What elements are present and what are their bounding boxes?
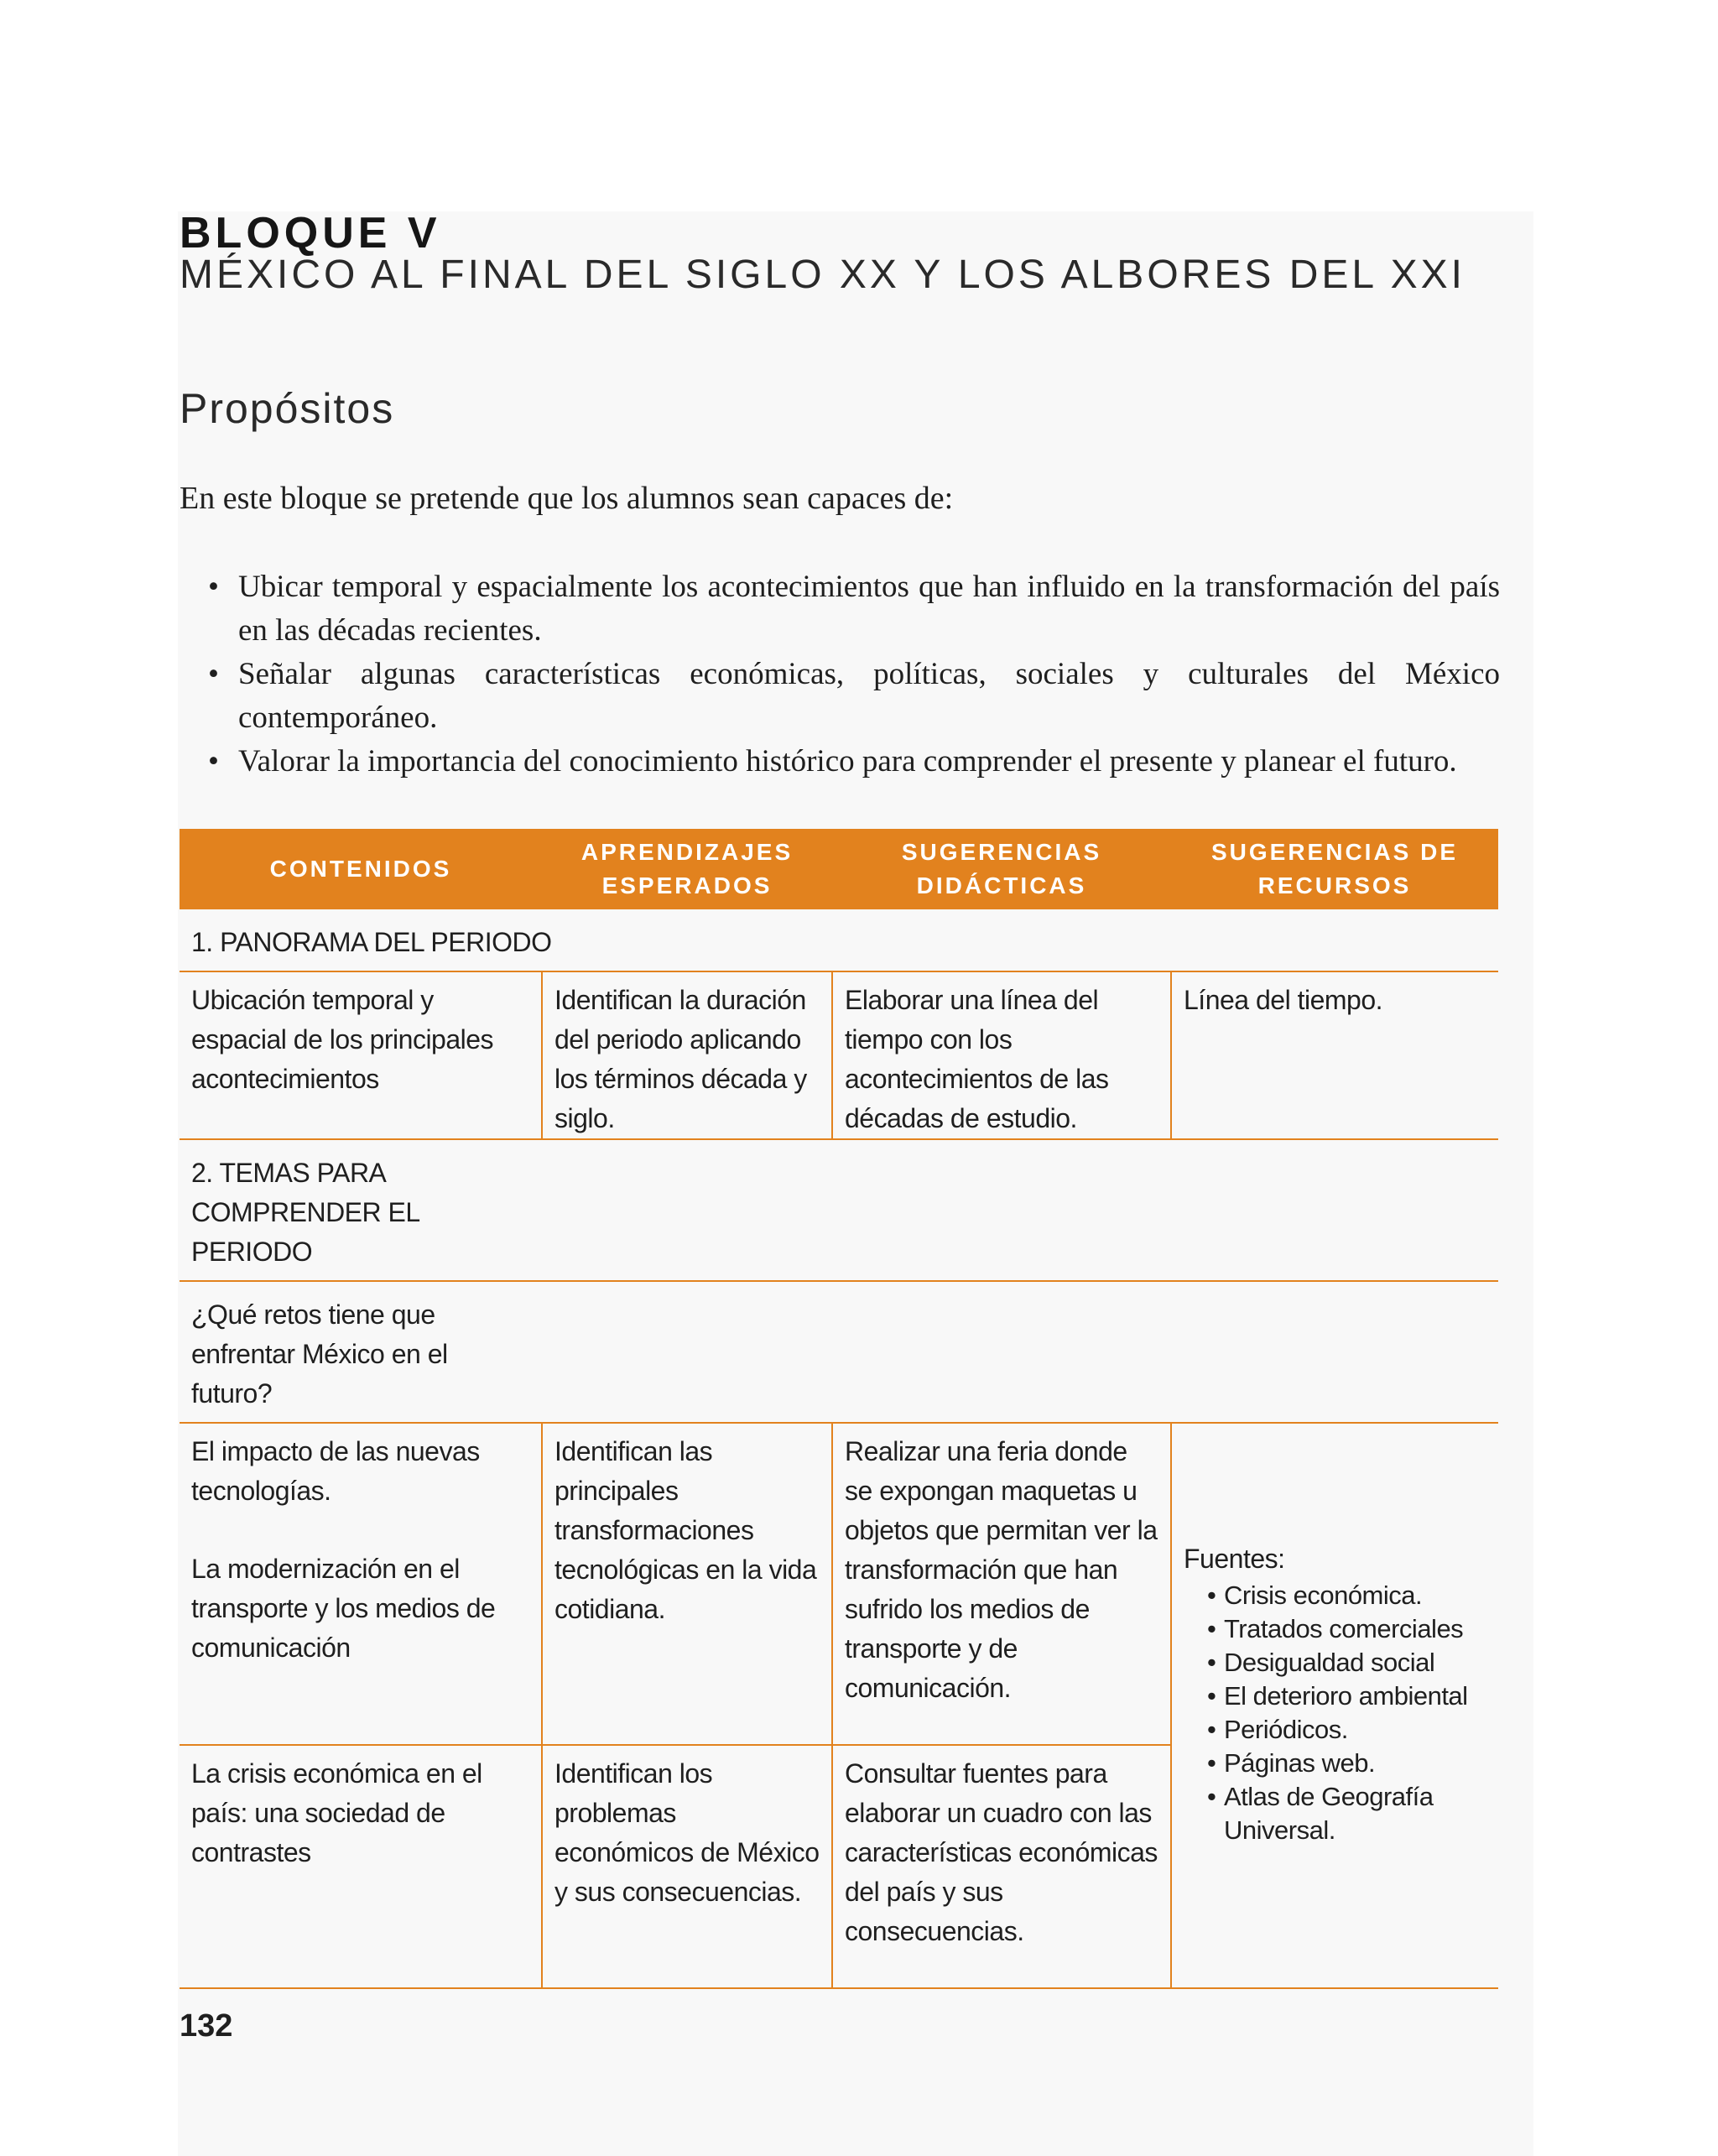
purposes-list: [208, 565, 1500, 784]
table-row: [180, 971, 1498, 1139]
list-item: [1207, 1780, 1486, 1847]
resources-title: Fuentes:: [1184, 1543, 1285, 1574]
purpose-item: [208, 653, 1500, 740]
list-item: [1207, 1579, 1486, 1612]
table-cell-empty: [542, 1139, 1498, 1281]
program-table: [180, 829, 1498, 1989]
bullet-icon: •: [208, 657, 219, 691]
bullet-icon: •: [1207, 1613, 1216, 1643]
table-row: [180, 1423, 1498, 1745]
header-sugerencias-didacticas: SUGERENCIAS DIDÁCTICAS: [832, 829, 1171, 909]
resource-text: Desigualdad social: [1224, 1647, 1435, 1677]
resources-list: [1184, 1579, 1486, 1847]
bullet-icon: •: [1207, 1680, 1216, 1711]
bullet-icon: •: [1207, 1747, 1216, 1778]
table-cell: Realizar una feria donde se expongan maquetas u objetos que permitan ver la transformación que han sufrido los medios de transporte y de comunicación.: [832, 1423, 1171, 1745]
table-cell: Línea del tiempo.: [1171, 971, 1498, 1139]
table-cell: Elaborar una línea del tiempo con los acontecimientos de las décadas de estudio.: [832, 971, 1171, 1139]
resource-text: Páginas web.: [1224, 1747, 1376, 1778]
resource-text: Tratados comerciales: [1224, 1613, 1464, 1643]
bullet-icon: •: [208, 744, 219, 779]
purpose-item: [208, 565, 1500, 653]
header-contenidos: CONTENIDOS: [180, 829, 542, 909]
page-number: 132: [180, 2008, 233, 2044]
bloque-title: MÉXICO AL FINAL DEL SIGLO XX Y LOS ALBORES DEL XXI: [180, 253, 1466, 297]
bullet-icon: •: [1207, 1647, 1216, 1677]
bloque-label: BLOQUE V: [180, 209, 441, 258]
contenido-text: La modernización en el transporte y los medios de comunicación: [191, 1554, 496, 1663]
purpose-text: Señalar algunas características económicas, políticas, sociales y culturales del México contemporáneo.: [238, 657, 1500, 735]
table-cell-empty: [542, 1281, 1498, 1423]
bullet-icon: •: [1207, 1714, 1216, 1744]
spacer: [191, 1511, 529, 1549]
purpose-text: Ubicar temporal y espacialmente los acontecimientos que han influido en la transformación del país en las décadas recientes.: [238, 570, 1500, 648]
resource-text: El deterioro ambiental: [1224, 1680, 1468, 1711]
section-title: 1. PANORAMA DEL PERIODO: [180, 909, 1498, 971]
resources-cell: [1171, 1423, 1498, 1988]
list-item: [1207, 1747, 1486, 1780]
bullet-icon: •: [208, 570, 219, 604]
list-item: [1207, 1646, 1486, 1679]
contenido-text: El impacto de las nuevas tecnologías.: [191, 1436, 480, 1506]
purposes-heading: Propósitos: [180, 385, 395, 432]
table-cell: Ubicación temporal y espacial de los principales acontecimientos: [180, 971, 542, 1139]
header-aprendizajes: APRENDIZAJES ESPERADOS: [542, 829, 832, 909]
table-cell: Identifican la duración del periodo aplicando los términos década y siglo.: [542, 971, 832, 1139]
guiding-question: ¿Qué retos tiene que enfrentar México en el futuro?: [180, 1281, 542, 1423]
resource-text: Crisis económica.: [1224, 1580, 1423, 1610]
table-cell: Consultar fuentes para elaborar un cuadro con las características económicas del país y sus consecuencias.: [832, 1745, 1171, 1988]
list-item: [1207, 1679, 1486, 1713]
purposes-intro: En este bloque se pretende que los alumnos sean capaces de:: [180, 481, 954, 516]
purpose-item: [208, 740, 1500, 784]
table-cell: La crisis económica en el país: una sociedad de contrastes: [180, 1745, 542, 1988]
list-item: [1207, 1713, 1486, 1747]
table-question-row: [180, 1281, 1498, 1423]
bullet-icon: •: [1207, 1580, 1216, 1610]
table-cell: Identifican las principales transformaciones tecnológicas en la vida cotidiana.: [542, 1423, 832, 1745]
table-cell: [180, 1423, 542, 1745]
table-section-row: [180, 909, 1498, 971]
table-section-row: [180, 1139, 1498, 1281]
bullet-icon: •: [1207, 1781, 1216, 1811]
table-cell: Identifican los problemas económicos de México y sus consecuencias.: [542, 1745, 832, 1988]
header-sugerencias-recursos: SUGERENCIAS DE RECURSOS: [1171, 829, 1498, 909]
section-title: 2. TEMAS PARA COMPRENDER EL PERIODO: [180, 1139, 542, 1281]
purpose-text: Valorar la importancia del conocimiento histórico para comprender el presente y planear el futuro.: [238, 744, 1457, 779]
list-item: [1207, 1612, 1486, 1646]
resource-text: Atlas de Geografía Universal.: [1224, 1781, 1434, 1845]
table-header-row: [180, 829, 1498, 909]
resource-text: Periódicos.: [1224, 1714, 1348, 1744]
